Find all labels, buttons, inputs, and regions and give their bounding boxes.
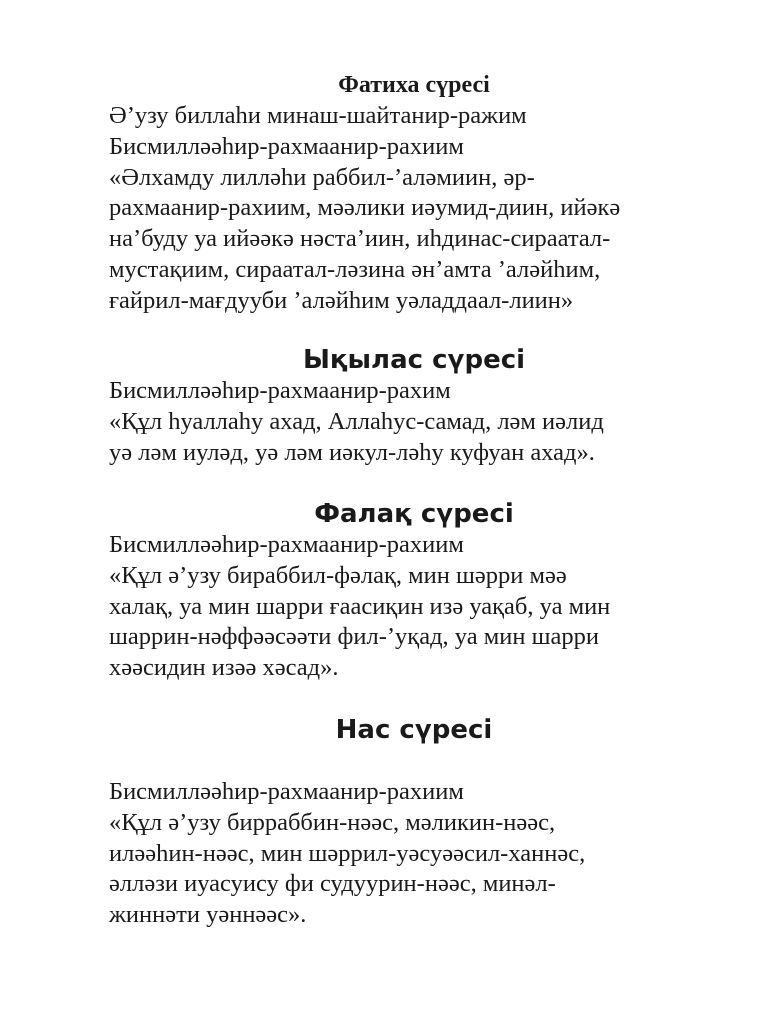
surah-nas-section (109, 715, 719, 931)
surah-falaq-line-1: Бисмилләәһир-рахмаанир-рахиим (109, 531, 464, 558)
surah-fatiha-line-7: ғайрил-мағдууби ’аләйһим уәладдаал-лиин» (109, 286, 574, 314)
surah-nas-line-3: иләәһин-нәәс, мин шәррил-уәсуәәсил-ханнәс, (109, 839, 586, 867)
section-spacer (109, 746, 719, 777)
surah-fatiha-line-4: рахмаанир-рахиим, мәәлики иәумид-диин, ийәкә (109, 194, 621, 222)
surah-falaq-line-2: «Құл ә’узу бираббил-фәлақ, мин шәрри мәә (109, 561, 567, 589)
surah-ikhlas-section (109, 345, 719, 468)
surah-nas-line-5: жиннәти уәннәәс». (109, 901, 307, 929)
surah-falaq-line-5: хәәсидин изәә хәсад». (109, 654, 339, 682)
surah-fatiha-line-5: на’буду уа ийәәкә нәста’иин, иһдинас-сираатал- (109, 225, 611, 253)
surah-ikhlas-line-2: «Құл һуаллаһу ахад, Аллаһус-самад, ләм иәлид (109, 407, 604, 435)
surah-fatiha-line-2: Бисмилләәһир-рахмаанир-рахиим (109, 132, 464, 160)
surah-ikhlas-title: Ықылас сүресі (302, 345, 526, 375)
surah-ikhlas-line-3: уә ләм иуләд, уә ләм иәкул-ләһу куфуан ахад». (109, 438, 595, 466)
surah-falaq-section (109, 499, 719, 684)
surah-nas-line-4: әлләзи иуасуису фи судуурин-нәәс, минәл- (109, 870, 556, 898)
surah-falaq-line-3: халақ, уа мин шарри ғаасиқин изә уақаб, уа мин (109, 592, 611, 620)
surah-fatiha-section (109, 70, 719, 317)
surah-fatiha-line-3: «Әлхамду лилләһи раббил-’аләмиин, әр- (109, 163, 535, 191)
surah-falaq-title: Фалақ сүресі (314, 499, 514, 529)
surah-nas-line-1: Бисмилләәһир-рахмаанир-рахиим (109, 778, 464, 805)
surah-fatiha-title: Фатиха сүресі (338, 72, 490, 98)
surah-nas-title: Нас сүресі (335, 715, 493, 745)
surah-falaq-line-4: шаррин-нәффәәсәәти фил-’уқад, уа мин шарри (109, 623, 599, 651)
surah-ikhlas-line-1: Бисмилләәһир-рахмаанир-рахим (109, 377, 451, 404)
surah-fatiha-line-1: Ә’узу биллаһи минаш-шайтанир-ражим (109, 102, 527, 129)
surah-fatiha-line-6: мустақиим, сираатал-ләзина ән’амта ’аләйһим, (109, 255, 601, 283)
surah-nas-line-2: «Құл ә’узу бирраббин-нәәс, мәликин-нәәс, (109, 808, 556, 836)
